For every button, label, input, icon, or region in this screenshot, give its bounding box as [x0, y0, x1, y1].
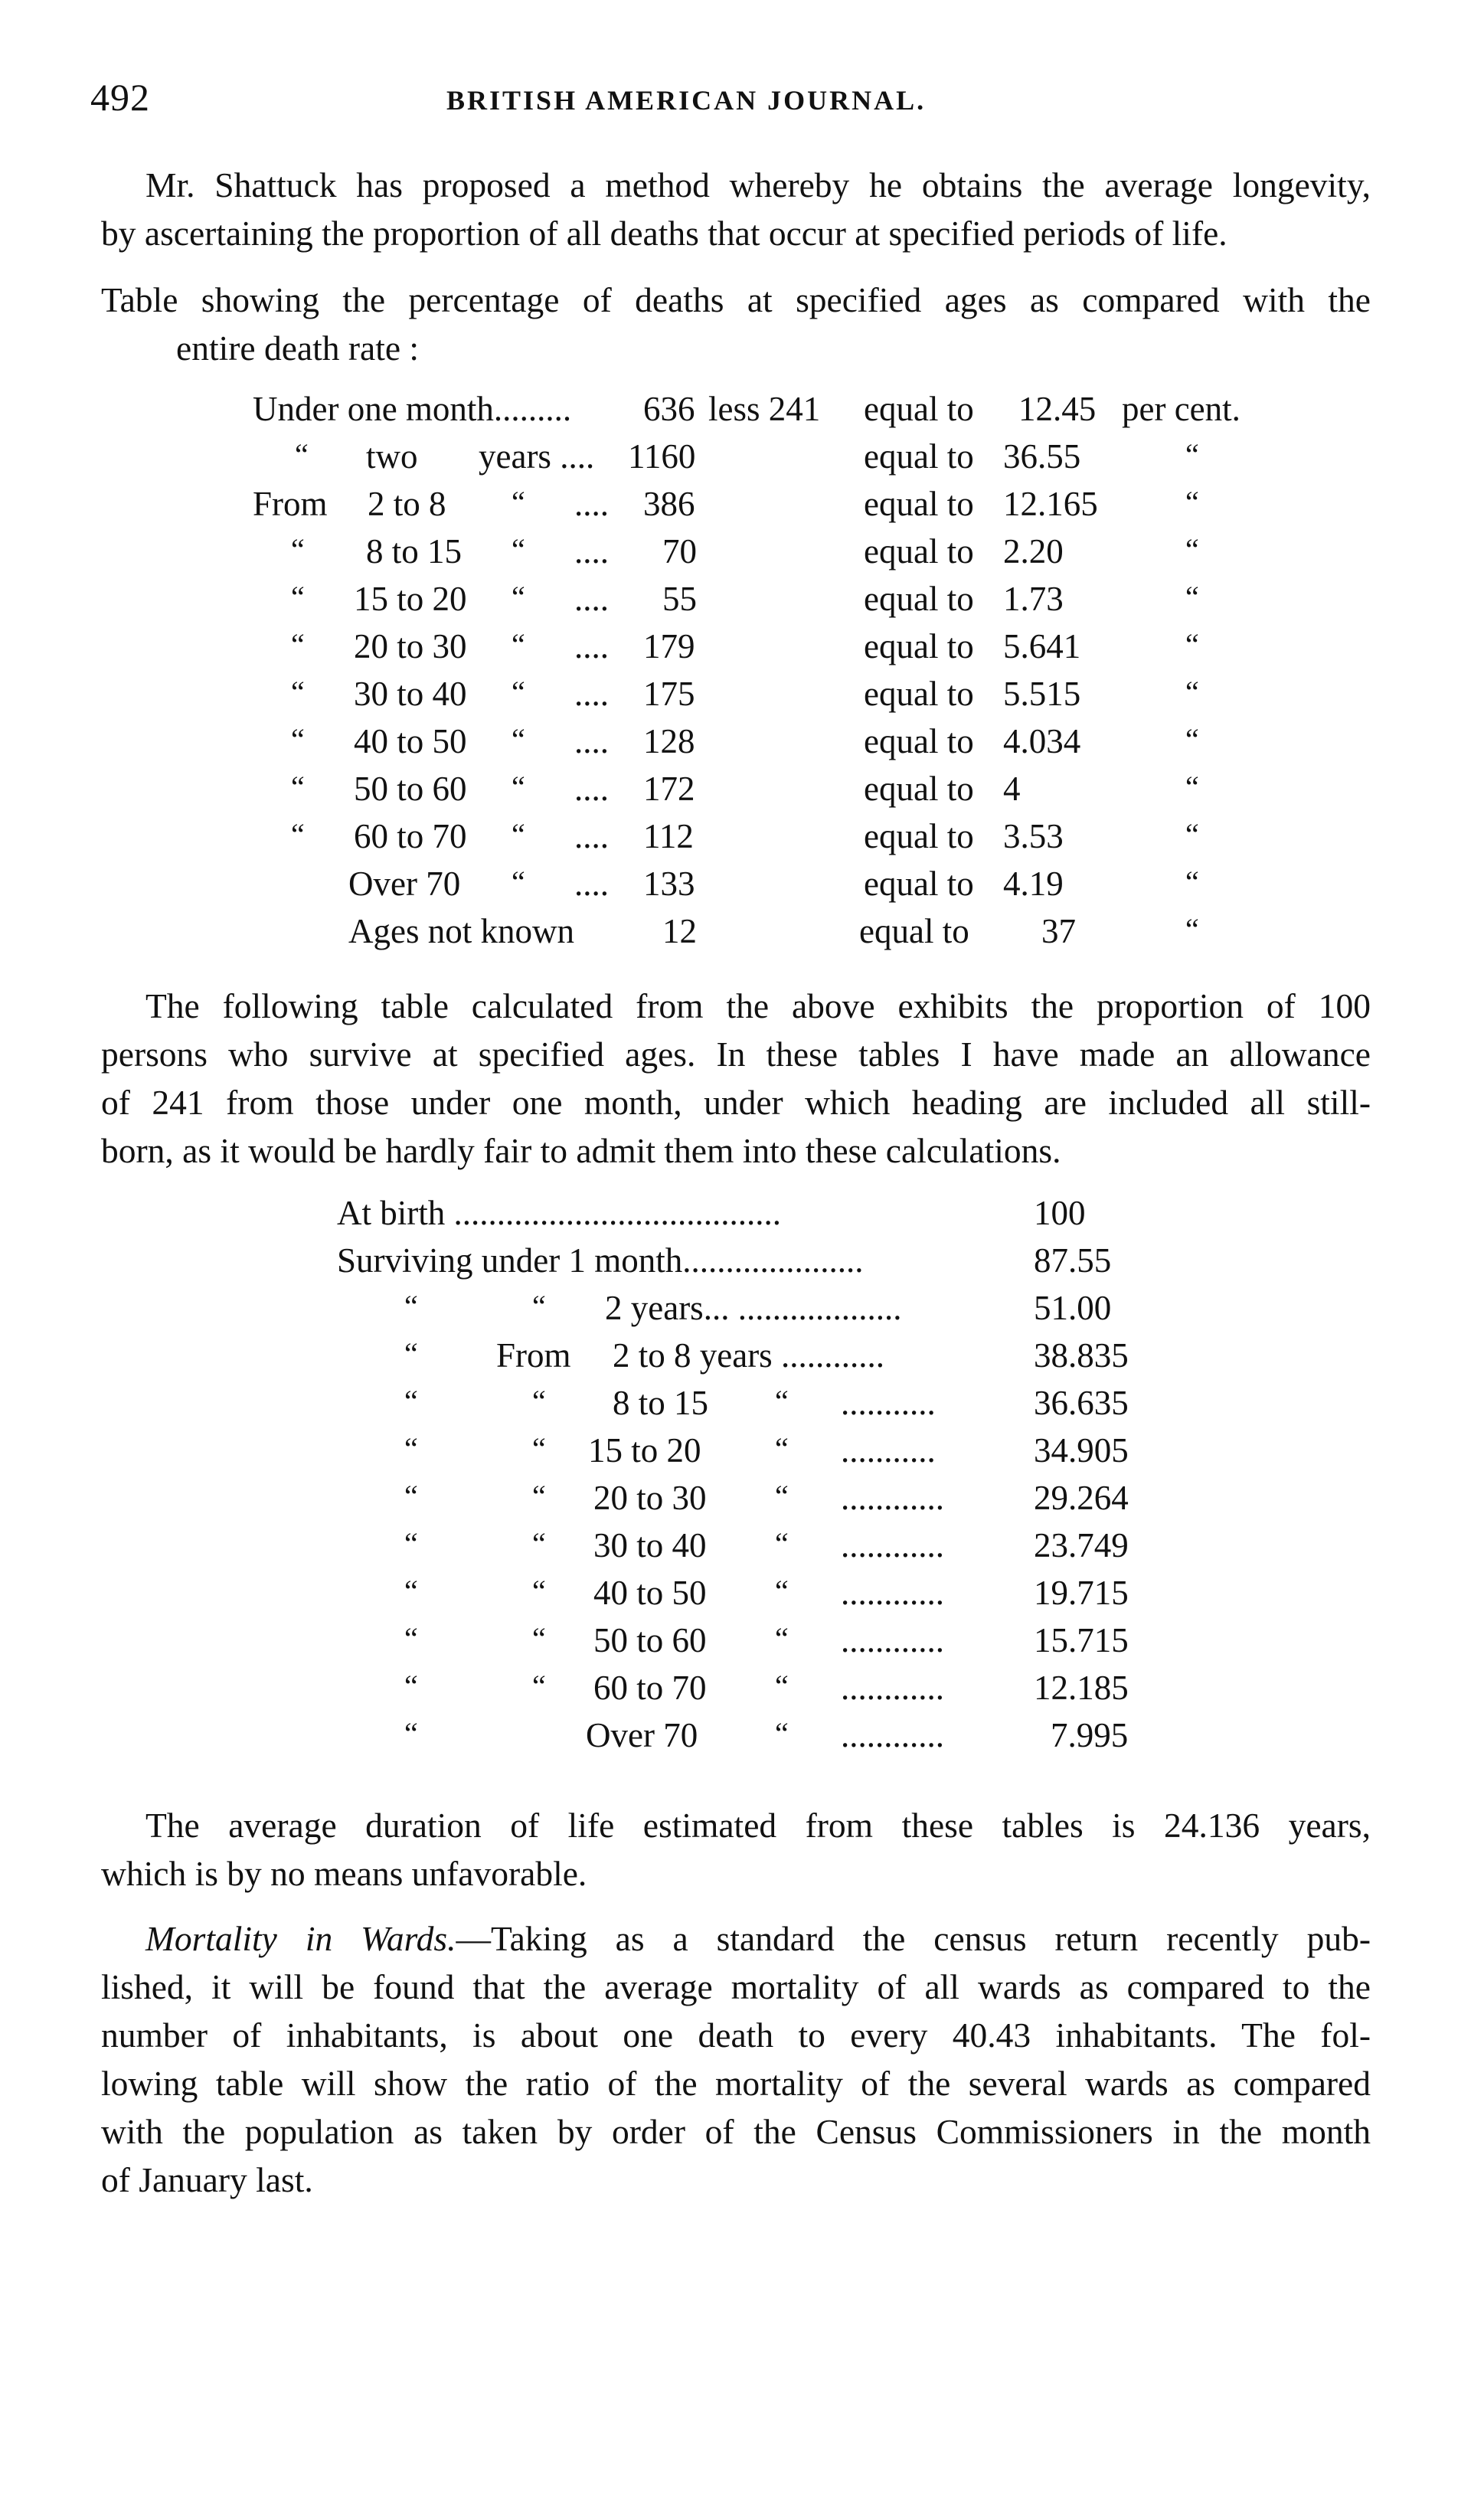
percentage-value: 5.515 [1003, 675, 1081, 713]
equal-to-label: equal to [864, 437, 974, 476]
ditto-mark: “ [1185, 865, 1199, 899]
survivors-value: 19.715 [1034, 1574, 1129, 1612]
equal-to-label: equal to [864, 485, 974, 523]
percentage-value: 4.19 [1003, 865, 1064, 903]
ditto-mark: “ [775, 1431, 789, 1466]
equal-to-label: equal to [864, 532, 974, 570]
deaths-count: 179 [643, 627, 695, 665]
leader-dots: ............ [841, 1621, 944, 1659]
text-line: lowing table will show the ratio of the mortality of the several wards as compared [101, 2064, 1371, 2103]
paragraph-shattuck-method [101, 161, 1371, 257]
survivors-value: 36.635 [1034, 1384, 1129, 1422]
deaths-count: 128 [643, 722, 695, 760]
age-range: 2 to 8 [368, 485, 446, 523]
age-range: 50 to 60 [354, 770, 467, 808]
age-range: 60 to 70 [354, 817, 467, 855]
deaths-count: 12 [662, 912, 697, 950]
ditto-mark: “ [404, 1384, 418, 1418]
deaths-count: 172 [643, 770, 695, 808]
ditto-mark: “ [404, 1574, 418, 1608]
equal-to-label: equal to [864, 770, 974, 808]
ditto-mark: “ [512, 770, 525, 804]
ditto-mark: “ [532, 1574, 546, 1608]
percentage-value: 4 [1003, 770, 1021, 808]
page-number: 492 [90, 76, 150, 119]
paragraph-average-duration [101, 1801, 1371, 1898]
text-line: of 241 from those under one month, under which heading are included all still- [101, 1083, 1371, 1122]
ditto-mark: “ [404, 1431, 418, 1466]
deaths-count: 1160 [628, 437, 696, 476]
text-line: Mr. Shattuck has proposed a method whereby he obtains the average longevity, [145, 165, 1371, 204]
deaths-count: 175 [643, 675, 695, 713]
from-label: From [496, 1336, 571, 1375]
text-line: by ascertaining the proportion of all deaths that occur at specified periods of life. [101, 214, 1227, 253]
ditto-mark: “ [775, 1716, 789, 1751]
survivors-value: 15.715 [1034, 1621, 1129, 1659]
row-label: At birth ...................................... [337, 1194, 781, 1232]
ditto-mark: “ [404, 1289, 418, 1323]
table1-caption [101, 276, 1371, 372]
ditto-mark: “ [1185, 770, 1199, 804]
age-label: From [253, 485, 328, 523]
ditto-mark: “ [1185, 817, 1199, 852]
ditto-mark: “ [291, 580, 305, 614]
leader-dots: .... [574, 722, 609, 760]
deaths-count: 386 [643, 485, 695, 523]
ditto-mark: “ [404, 1336, 418, 1371]
section-heading: Mortality in Wards. [145, 1919, 456, 1958]
ditto-mark: “ [291, 675, 305, 709]
text-span: —Taking as a standard the census return recently pub- [456, 1919, 1371, 1958]
ditto-mark: “ [775, 1479, 789, 1513]
ditto-mark: “ [295, 437, 309, 472]
survivors-value: 51.00 [1034, 1289, 1112, 1327]
text-line: The average duration of life estimated from these tables is 24.136 years, [145, 1806, 1371, 1845]
text-line [101, 1914, 1371, 1963]
text-line: persons who survive at specified ages. In these tables I have made an allowance [101, 1035, 1371, 1074]
ditto-mark: “ [404, 1479, 418, 1513]
adjustment-note: less 241 [708, 390, 821, 428]
age-range: 20 to 30 [593, 1479, 707, 1517]
ditto-mark: “ [532, 1479, 546, 1513]
deaths-count: 55 [662, 580, 697, 618]
ditto-mark: “ [512, 580, 525, 614]
ditto-mark: “ [512, 627, 525, 662]
age-range: 40 to 50 [354, 722, 467, 760]
age-range: 50 to 60 [593, 1621, 707, 1659]
ditto-mark: “ [532, 1526, 546, 1561]
ditto-mark: “ [775, 1526, 789, 1561]
ditto-mark: “ [532, 1669, 546, 1703]
text-line: with the population as taken by order of the Census Commissioners in the month [101, 2112, 1371, 2151]
equal-to-label: equal to [864, 675, 974, 713]
ditto-mark: “ [512, 865, 525, 899]
leader-dots: ........... [841, 1431, 936, 1470]
unit-label: per cent. [1122, 390, 1240, 428]
ditto-mark: “ [1185, 532, 1199, 567]
ditto-mark: “ [1185, 437, 1199, 472]
age-range: 8 to 15 [366, 532, 463, 570]
age-range: Ages not known [348, 912, 574, 950]
survivors-value: 38.835 [1034, 1336, 1129, 1375]
ditto-mark: “ [291, 627, 305, 662]
text-line: entire death rate : [176, 329, 420, 368]
text-line: which is by no means unfavorable. [101, 1854, 587, 1893]
ditto-mark: “ [775, 1384, 789, 1418]
age-range: 30 to 40 [593, 1526, 707, 1564]
leader-dots: .... [574, 770, 609, 808]
running-title: BRITISH AMERICAN JOURNAL. [446, 85, 927, 116]
ditto-mark: “ [775, 1669, 789, 1703]
equal-to-label: equal to [864, 817, 974, 855]
age-range: 2 to 8 years ............ [613, 1336, 884, 1375]
survivors-value: 12.185 [1034, 1669, 1129, 1707]
ditto-mark: “ [1185, 912, 1199, 946]
age-range: 40 to 50 [593, 1574, 707, 1612]
age-range: two [366, 437, 418, 476]
text-line: of January last. [101, 2160, 313, 2199]
survivors-value: 23.749 [1034, 1526, 1129, 1564]
survivors-value: 29.264 [1034, 1479, 1129, 1517]
ditto-mark: “ [775, 1574, 789, 1608]
ditto-mark: “ [775, 1621, 789, 1656]
percentage-value: 1.73 [1003, 580, 1064, 618]
text-line: lished, it will be found that the average mortality of all wards as compared to the [101, 1967, 1371, 2006]
ditto-mark: “ [1185, 627, 1199, 662]
deaths-count: 133 [643, 865, 695, 903]
ditto-mark: “ [512, 675, 525, 709]
equal-to-label: equal to [864, 722, 974, 760]
leader-dots: ............ [841, 1574, 944, 1612]
survivors-value: 7.995 [1051, 1716, 1129, 1754]
page-header [90, 75, 1377, 129]
percentage-value: 2.20 [1003, 532, 1064, 570]
survivors-value: 34.905 [1034, 1431, 1129, 1470]
leader-dots: ............ [841, 1716, 944, 1754]
equal-to-label: equal to [864, 390, 974, 428]
ditto-mark: “ [532, 1289, 546, 1323]
deaths-count: 70 [662, 532, 697, 570]
ditto-mark: “ [512, 485, 525, 519]
ditto-mark: “ [404, 1621, 418, 1656]
leader-dots: .... [574, 485, 609, 523]
leader-dots: .... [574, 627, 609, 665]
text-line: number of inhabitants, is about one death to every 40.43 inhabitants. The fol- [101, 2016, 1371, 2055]
leader-dots: .... [574, 817, 609, 855]
paragraph-mortality-in-wards [101, 1914, 1371, 2204]
survivors-value: 87.55 [1034, 1241, 1112, 1280]
ditto-mark: “ [291, 532, 305, 567]
percentage-value: 5.641 [1003, 627, 1081, 665]
survivors-value: 100 [1034, 1194, 1086, 1232]
age-range: 20 to 30 [354, 627, 467, 665]
percentage-value: 12.165 [1003, 485, 1098, 523]
row-label: Surviving under 1 month..................... [337, 1241, 864, 1280]
age-label: Under one month......... [253, 390, 572, 428]
ditto-mark: “ [512, 532, 525, 567]
leader-dots: ........... [841, 1384, 936, 1422]
ditto-mark: “ [512, 722, 525, 757]
ditto-mark: “ [1185, 675, 1199, 709]
leader-dots: ............ [841, 1526, 944, 1564]
leader-dots: .... [574, 865, 609, 903]
deaths-count: 112 [643, 817, 694, 855]
percentage-value: 12.45 [1018, 390, 1097, 428]
age-range: 2 years... ................... [605, 1289, 902, 1327]
ditto-mark: “ [404, 1716, 418, 1751]
text-line: Table showing the percentage of deaths at specified ages as compared with the [101, 280, 1371, 319]
ditto-mark: “ [532, 1431, 546, 1466]
equal-to-label: equal to [864, 580, 974, 618]
ditto-mark: “ [1185, 485, 1199, 519]
ditto-mark: “ [404, 1669, 418, 1703]
percentage-value: 4.034 [1003, 722, 1081, 760]
text-line: born, as it would be hardly fair to admit them into these calculations. [101, 1131, 1061, 1170]
age-range: Over 70 [586, 1716, 698, 1754]
age-unit: years .... [479, 437, 595, 476]
ditto-mark: “ [291, 770, 305, 804]
age-range: 8 to 15 [613, 1384, 709, 1422]
ditto-mark: “ [291, 817, 305, 852]
age-range: 15 to 20 [588, 1431, 701, 1470]
leader-dots: ............ [841, 1479, 944, 1517]
ditto-mark: “ [532, 1384, 546, 1418]
ditto-mark: “ [512, 817, 525, 852]
ditto-mark: “ [404, 1526, 418, 1561]
age-range: 60 to 70 [593, 1669, 707, 1707]
percentage-value: 37 [1041, 912, 1076, 950]
ditto-mark: “ [1185, 580, 1199, 614]
ditto-mark: “ [1185, 722, 1199, 757]
percentage-value: 3.53 [1003, 817, 1064, 855]
leader-dots: .... [574, 580, 609, 618]
text-line: The following table calculated from the above exhibits the proportion of 100 [145, 986, 1371, 1025]
percentage-value: 36.55 [1003, 437, 1081, 476]
leader-dots: .... [574, 675, 609, 713]
equal-to-label: equal to [864, 865, 974, 903]
age-range: Over 70 [348, 865, 461, 903]
deaths-count: 636 [643, 390, 695, 428]
ditto-mark: “ [532, 1621, 546, 1656]
age-range: 30 to 40 [354, 675, 467, 713]
ditto-mark: “ [291, 722, 305, 757]
equal-to-label: equal to [864, 627, 974, 665]
paragraph-survival-intro [101, 982, 1371, 1175]
leader-dots: .... [574, 532, 609, 570]
leader-dots: ............ [841, 1669, 944, 1707]
age-range: 15 to 20 [354, 580, 467, 618]
equal-to-label: equal to [859, 912, 969, 950]
